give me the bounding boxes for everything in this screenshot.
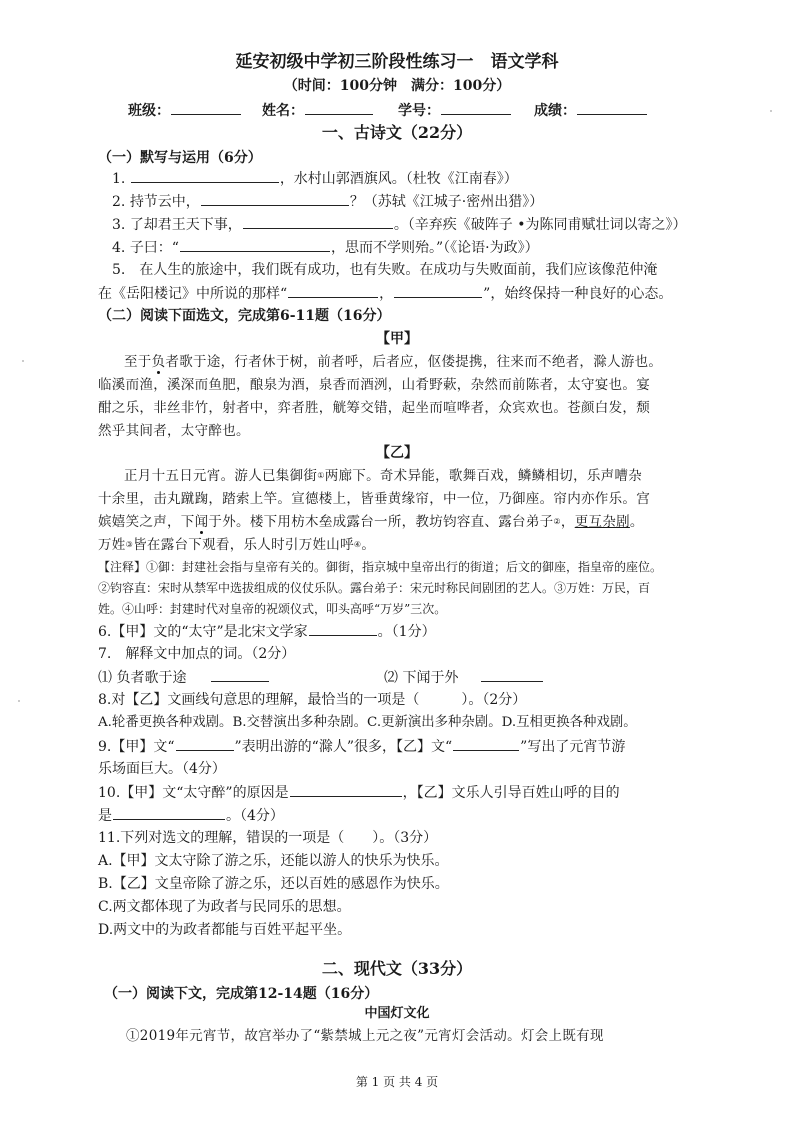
score-label: 成绩： [534,103,576,119]
q10-line2 [98,805,284,826]
exam-subtitle: （时间：100分钟 满分：100分） [283,78,511,94]
note-ref-2: ② [553,517,561,526]
q2 [112,191,543,212]
q10-blank-2[interactable] [113,805,225,820]
section1-heading: 一、古诗文（22分） [321,123,473,142]
q2-text-after: ？（苏轼《江城子·密州出猎》） [349,194,544,210]
q7-a-blank[interactable] [211,667,269,682]
q1 [112,168,518,189]
passage-jia-line4: 然乎其间者，太守醉也。 [98,423,250,439]
passage-yi-line4 [98,535,375,555]
q3-text-after: 。（辛弃疾《破阵子 •为陈同甫赋壮词以寄之》） [393,217,687,233]
page-number: 第 1 页 共 4 页 [355,1075,439,1089]
jia-l1-a: 至于 [124,354,152,370]
q3-text-before: 了却君王天下事， [129,217,242,233]
q5-line2 [98,283,672,304]
article-paragraph-1: ①2019年元宵节，故宫举办了“紫禁城上元之夜”元宵灯会活动。灯会上既有现 [126,1028,604,1044]
q6-text-before: 6.【甲】文的“太守”是北宋文学家 [98,624,308,640]
note-ref-4: ④ [353,540,362,549]
q7-a-text: ⑴ 负者歌于途 [98,670,187,686]
q4-text-after: ，思而不学则殆。”（《论语·为政》） [330,240,539,256]
scan-speck [18,700,20,702]
passage-yi-line2: 十余里，击丸蹴踘，踏索上竿。宣德楼上，皆垂黄缘帘，中一位，乃御座。帘内亦作乐。宫 [98,491,650,507]
q4 [112,237,539,258]
yi-l3-a: 嫔嬉笑之声，下 [98,514,195,530]
part2-heading: （二）阅读下面选文，完成第6-11题（16分） [98,308,391,324]
q11-option-d: D.两文中的为政者都能与百姓平起平坐。 [98,922,352,938]
student-id-field[interactable] [398,100,512,121]
class-field[interactable] [128,100,242,121]
q9-text-b: ”表明出游的“滁人”很多，【乙】文“ [234,739,453,755]
passage-jia-line3: 酣之乐，非丝非竹，射者中，弈者胜，觥筹交错，起坐而喧哗者，众宾欢也。苍颜白发，颓 [98,400,650,416]
q7-b-text: ⑵ 下闻于外 [384,670,459,686]
q5-text-before: 在《岳阳楼记》中所说的那样“ [98,286,288,302]
q9-text-c: ”写出了元宵节游 [520,739,626,755]
q5-line1: 5. 在人生的旅途中，我们既有成功，也有失败。在成功与失败面前，我们应该像范仲淹 [112,262,658,278]
underlined-sentence: 更互杂剧 [574,514,630,530]
q7-item-b [384,667,544,688]
q11-stem: 11.下列对选文的理解，错误的一项是（ ）。（3分） [98,830,438,846]
name-field[interactable] [262,100,374,121]
q6-text-after: 。（1分） [377,624,436,640]
section2-part1-heading: （一）阅读下文，完成第12-14题（16分） [104,986,379,1002]
annotation-line1: 【注释】①御：封建社会指与皇帝有关的。御街，指京城中皇帝出行的街道；后文的御座，指皇帝的座位。 [98,560,663,574]
q10-text-c: 是 [98,808,112,824]
q10-text-a: 10.【甲】文“太守醉”的原因是 [98,785,289,801]
passage-yi-line1 [124,466,642,486]
q7-stem: 7. 解释文中加点的词。（2分） [98,646,296,662]
q5-blank-1[interactable] [288,283,378,298]
dotted-word-wen: 闻 [194,514,209,530]
q6 [98,621,436,642]
note-ref-1: ① [317,471,325,480]
yi-l1-a: 正月十五日元宵。游人已集御街 [124,468,318,484]
yi-l4-a: 万姓 [98,537,126,553]
q5-text-after: ”，始终保持一种良好的心态。 [483,286,673,302]
yi-l1-b: 两廊下。奇术异能，歌舞百戏，鳞鳞相切，乐声嘈杂 [324,468,643,484]
name-label: 姓名： [262,103,304,119]
student-id-blank[interactable] [441,100,511,115]
dotted-word-fu: 负 [151,354,166,370]
passage-yi-line3 [98,512,644,532]
q11-option-c: C.两文都体现了为政者与民同乐的思想。 [98,899,351,915]
class-blank[interactable] [171,100,241,115]
annotation-line2: ②钧容直：宋时从禁军中选拔组成的仪仗乐队。露台弟子：宋元时称民间剧团的艺人。③万姓：万民，百 [98,581,651,595]
q4-number: 4. [112,240,126,256]
jia-l1-b: 者歌于途，行者休于树，前者呼，后者应，伛偻提携，往来而不绝者，滁人游也。 [165,354,663,370]
yi-l4-c: 。 [361,537,376,553]
name-blank[interactable] [305,100,373,115]
q9-text-a: 9.【甲】文“ [98,739,175,755]
q2-text-before: 持节云中， [129,194,200,210]
q9-line1 [98,736,625,757]
q2-number: 2. [112,194,126,210]
q3-number: 3. [112,217,126,233]
q9-blank-1[interactable] [176,736,234,751]
note-ref-3: ③ [125,540,134,549]
passage-yi-title: 【乙】 [376,445,418,461]
scan-speck [22,360,24,362]
q4-text-before: 子曰：“ [129,240,179,256]
q7-item-a [98,667,270,688]
q5-blank-2[interactable] [394,283,482,298]
q9-blank-2[interactable] [453,736,519,751]
q1-number: 1. [112,171,126,187]
passage-jia-title: 【甲】 [376,331,418,347]
scan-speck [770,110,772,112]
part1-heading: （一）默写与运用（6分） [98,150,262,166]
q4-blank[interactable] [180,237,330,252]
score-blank[interactable] [577,100,647,115]
score-field[interactable] [534,100,648,121]
passage-jia-line2: 临溪而渔，溪深而鱼肥，酿泉为酒，泉香而酒洌，山肴野蔌，杂然而前陈者，太守宴也。宴 [98,377,650,393]
q3-blank[interactable] [243,214,393,229]
q10-blank-1[interactable] [290,782,402,797]
q7-b-blank[interactable] [481,667,543,682]
q11-option-b: B.【乙】文皇帝除了游之乐，还以百姓的感恩作为快乐。 [98,876,449,892]
q9-line2: 乐场面巨大。（4分） [98,761,226,777]
class-label: 班级： [128,103,170,119]
section2-heading: 二、现代文（33分） [321,959,473,978]
q2-blank[interactable] [201,191,349,206]
student-id-label: 学号： [398,103,440,119]
passage-jia-line1 [124,352,662,372]
yi-l4-b: 皆在露台下观看，乐人时引万姓山呼 [133,537,354,553]
q1-blank[interactable] [131,168,279,183]
q1-text: ，水村山郭酒旗风。（杜牧《江南春》） [279,171,518,187]
q3 [112,214,687,235]
q10-text-b: ，【乙】文乐人引导百姓山呼的目的 [402,785,620,801]
q5-comma: ， [379,286,394,302]
q8-stem: 8.对【乙】文画线句意思的理解，最恰当的一项是（ ）。（2分） [98,692,527,708]
q6-blank[interactable] [309,621,377,636]
yi-l3-c: ， [560,514,575,530]
yi-l3-d: 。 [629,514,644,530]
article-title: 中国灯文化 [364,1006,430,1021]
annotation-line3: 姓。④山呼：封建时代对皇帝的祝颂仪式，叩头高呼“万岁”三次。 [98,602,447,616]
yi-l3-b: 于外。楼下用枋木垒成露台一所，教坊钧容直、露台弟子 [208,514,554,530]
q10-text-d: 。（4分） [226,808,284,824]
exam-title: 延安初级中学初三阶段性练习一 语文学科 [235,52,559,72]
q10-line1 [98,782,620,803]
q11-option-a: A.【甲】文太守除了游之乐，还能以游人的快乐为快乐。 [98,853,449,869]
q8-options: A.轮番更换各种戏剧。B.交替演出多种杂剧。C.更新演出多种杂剧。D.互相更换各种戏剧。 [98,715,637,730]
